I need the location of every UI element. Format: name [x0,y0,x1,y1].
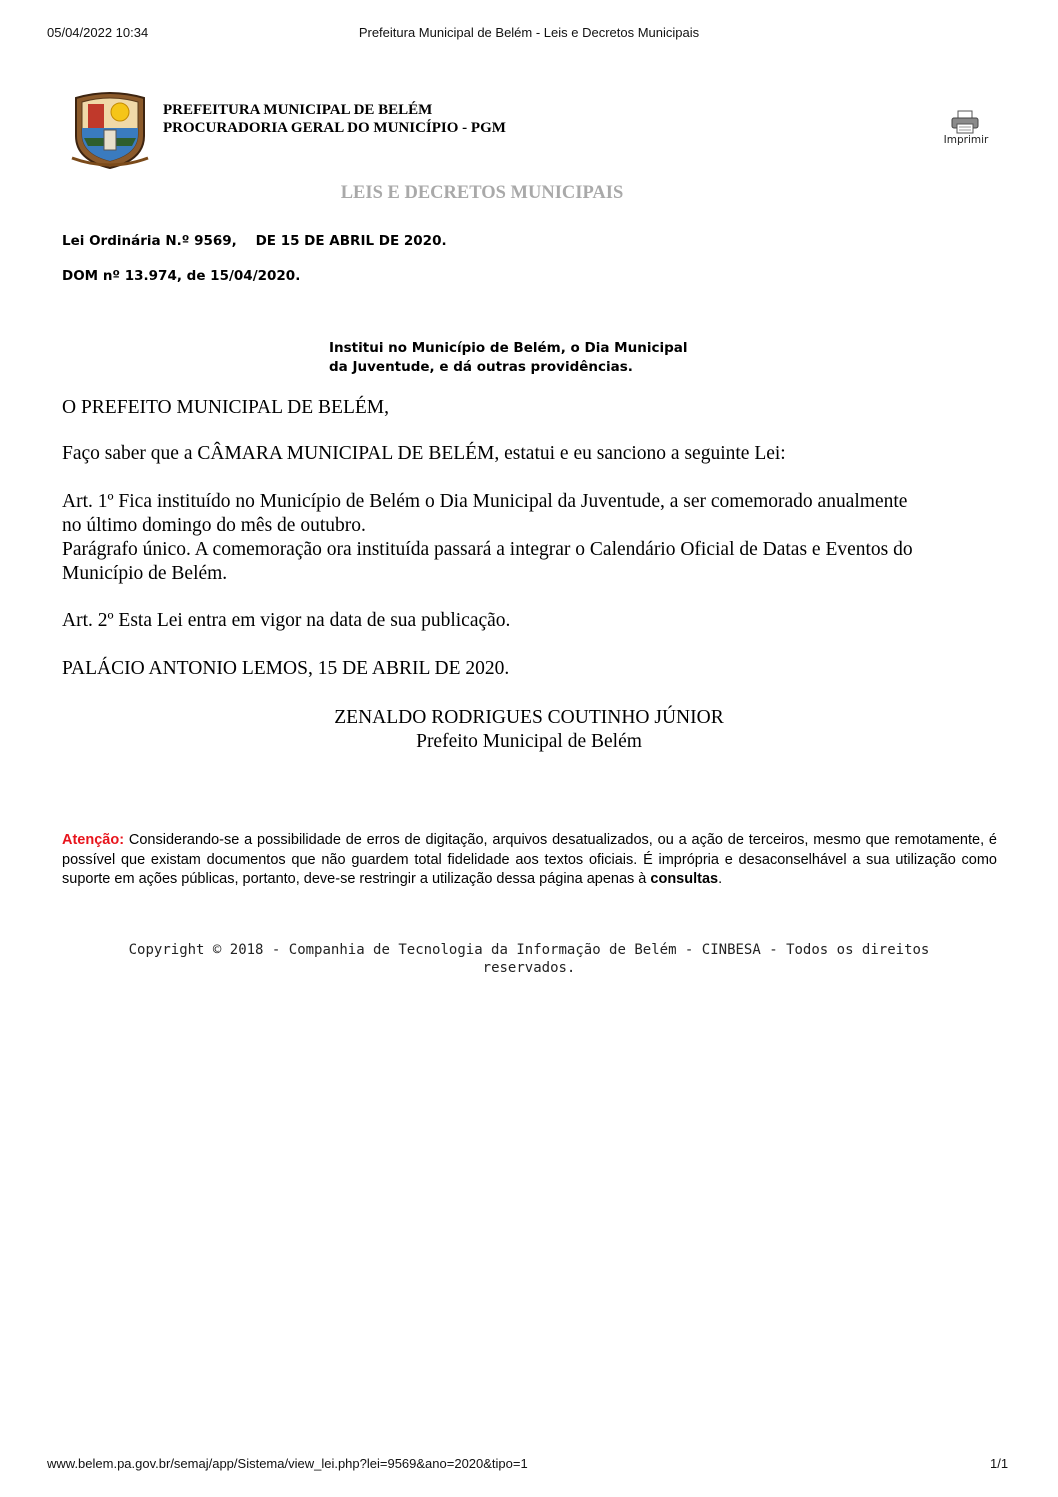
ementa-line-1: Institui no Município de Belém, o Dia Municipal [329,340,688,356]
disclaimer-emphasis: consultas [650,871,719,887]
ementa-line-2: da Juventude, e dá outras providências. [329,359,633,375]
signer-role: Prefeito Municipal de Belém [416,731,642,752]
coat-of-arms-logo [70,88,150,170]
disclaimer-end: . [718,871,723,887]
law-title: Lei Ordinária N.º 9569, DE 15 DE ABRIL DE 2020. [62,233,447,249]
intro-paragraph: O PREFEITO MUNICIPAL DE BELÉM, [62,397,390,418]
org-name: PREFEITURA MUNICIPAL DE BELÉM [163,102,433,118]
disclaimer-text: Considerando-se a possibilidade de erros de digitação, arquivos desatualizados, ou a ação de terceiros, mesmo que remotamente, é possível que existam documentos que não guardem total fidelidade aos textos oficiais. É imprópria e desaconselhável a sua utilização como suporte em ações públicas, portanto, deve-se restringir a utilização dessa página apenas à [62,832,997,887]
article-1-line-1: Art. 1º Fica instituído no Município de Belém o Dia Municipal da Juventude, a ser comemorado anualmente [62,491,908,512]
paragraph-unico-line-2: Município de Belém. [62,563,228,584]
dom-reference: DOM nº 13.974, de 15/04/2020. [62,268,301,284]
copyright-line-2: reservados. [482,960,576,976]
article-1-line-2: no último domingo do mês de outubro. [62,515,366,536]
org-department: PROCURADORIA GERAL DO MUNICÍPIO - PGM [163,120,506,136]
paragraph-unico-line-1: Parágrafo único. A comemoração ora instituída passará a integrar o Calendário Oficial de Datas e Eventos do [62,539,913,560]
disclaimer-label: Atenção: [62,832,125,848]
print-datetime: 05/04/2022 10:34 [47,25,149,40]
print-page-title: Prefeitura Municipal de Belém - Leis e Decretos Municipais [358,25,700,40]
signer-name: ZENALDO RODRIGUES COUTINHO JÚNIOR [334,707,724,728]
enactment-paragraph: Faço saber que a CÂMARA MUNICIPAL DE BELÉM, estatui e eu sanciono a seguinte Lei: [62,443,786,464]
article-2: Art. 2º Esta Lei entra em vigor na data de sua publicação. [62,610,511,631]
print-button[interactable] [936,110,996,150]
printer-icon [950,110,980,134]
signature-block [0,706,1058,754]
copyright-notice [0,941,1058,977]
disclaimer-notice [62,831,997,890]
print-url: www.belem.pa.gov.br/semaj/app/Sistema/view_lei.php?lei=9569&ano=2020&tipo=1 [47,1456,528,1471]
article-1 [62,490,913,586]
section-title: LEIS E DECRETOS MUNICIPAIS [340,183,624,203]
copyright-line-1: Copyright © 2018 - Companhia de Tecnologia da Informação de Belém - CINBESA - Todos os direitos [128,942,930,958]
print-page-number: 1/1 [990,1456,1009,1471]
law-ementa [329,339,687,377]
print-label: Imprimir [943,134,989,146]
palace-date: PALÁCIO ANTONIO LEMOS, 15 DE ABRIL DE 2020. [62,658,510,679]
